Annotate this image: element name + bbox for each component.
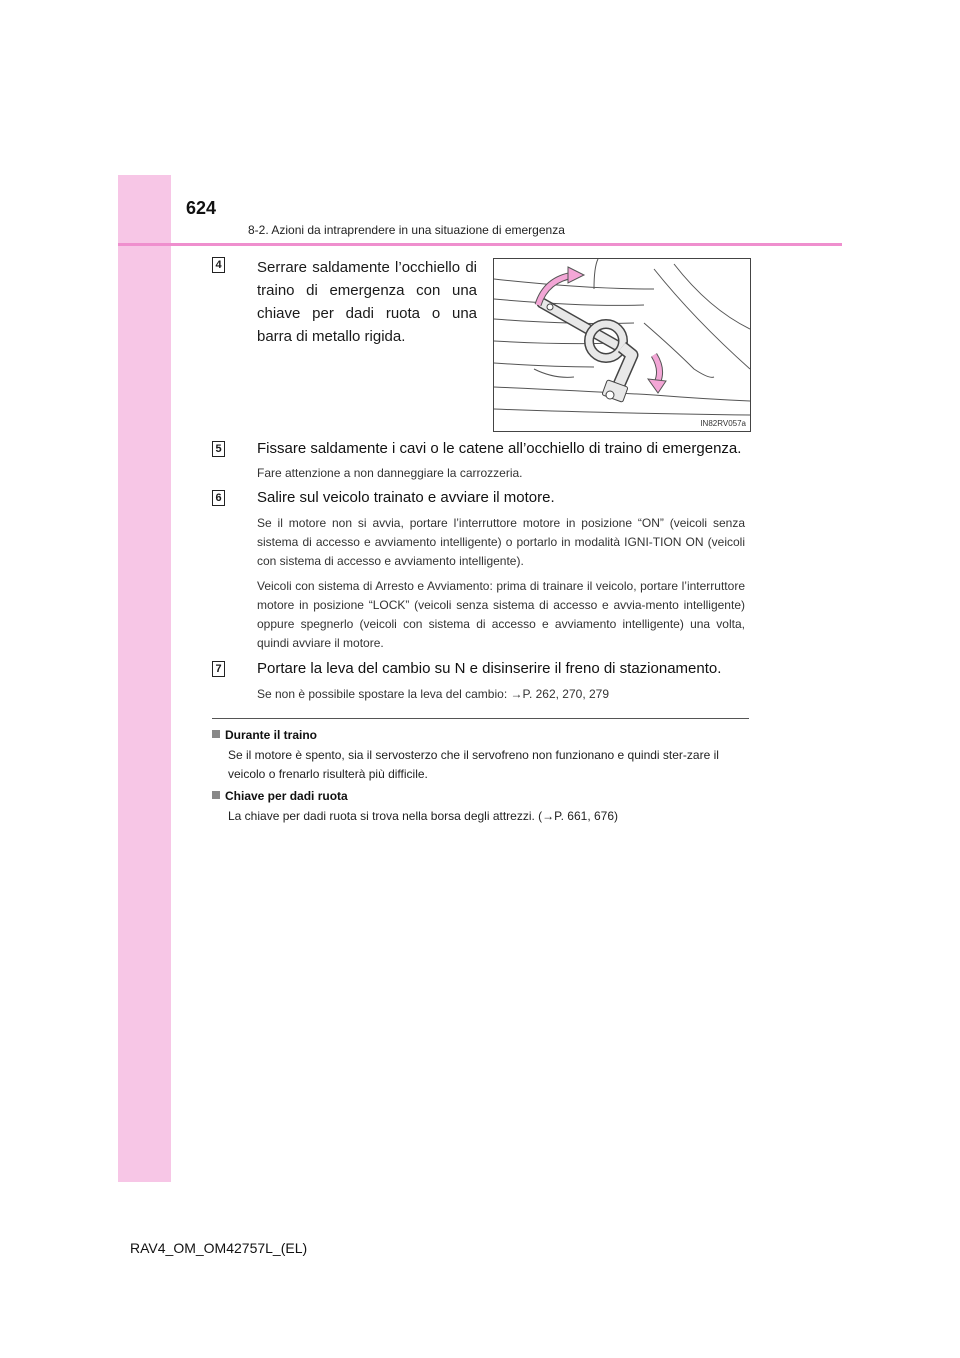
step-badge-7: 7: [212, 661, 225, 677]
step-7-note: Se non è possibile spostare la leva del cambio: →P. 262, 270, 279: [257, 687, 610, 701]
info-body-towing: Se il motore è spento, sia il servosterzo che il servofreno non funzionano e quindi ster-zare il veicolo o frenarlo risulterà più difficile.: [228, 748, 719, 781]
square-bullet-icon: [212, 791, 220, 799]
page-number: 624: [186, 198, 217, 218]
step-7-title: Portare la leva del cambio su N e disinserire il freno di stazionamento.: [257, 660, 722, 677]
step-5-note: Fare attenzione a non danneggiare la carrozzeria.: [257, 466, 523, 480]
header-rule: [118, 243, 842, 246]
step-badge-4: 4: [212, 257, 225, 273]
step-6-title: Salire sul veicolo trainato e avviare il motore.: [257, 489, 555, 506]
step-4-title: Serrare saldamente l’occhiello di traino di emergenza con una chiave per dadi ruota o una barra di metallo rigida.: [257, 259, 477, 345]
footer-document-code: RAV4_OM_OM42757L_(EL): [130, 1240, 308, 1256]
info-heading-towing: Durante il traino: [212, 728, 317, 742]
section-divider: [212, 718, 749, 719]
info-heading-wrench: Chiave per dadi ruota: [212, 789, 348, 803]
step-badge-5: 5: [212, 441, 225, 457]
info-body-wrench: La chiave per dadi ruota si trova nella borsa degli attrezzi. (→P. 661, 676): [228, 809, 618, 823]
square-bullet-icon: [212, 730, 220, 738]
section-title: 8-2. Azioni da intraprendere in una situazione di emergenza: [248, 223, 565, 237]
step-5-title: Fissare saldamente i cavi o le catene all’occhiello di traino di emergenza.: [257, 440, 742, 457]
step-6-note-1: Se il motore non si avvia, portare l’interruttore motore in posizione “ON” (veicoli senza sistema di accesso e avviamento intelligente) o portarlo in modalità IGNI-TION ON (veicoli con sistema di accesso e avviamento intelligente).: [257, 516, 745, 568]
step-6-note-2: Veicoli con sistema di Arresto e Avviamento: prima di trainare il veicolo, portare l’interruttore motore in posizione “LOCK” (veicoli senza sistema di accesso e avvia-mento intelligente) oppure spegnerlo (veicoli con sistema di accesso e avviamento intelligente) una volta, quindi avviare il motore.: [257, 579, 745, 650]
chapter-sidebar-tab: [118, 175, 171, 1182]
figure-code: IN82RV057a: [700, 419, 746, 428]
step-badge-6: 6: [212, 490, 225, 506]
tow-eye-wrench-illustration: [493, 258, 751, 432]
